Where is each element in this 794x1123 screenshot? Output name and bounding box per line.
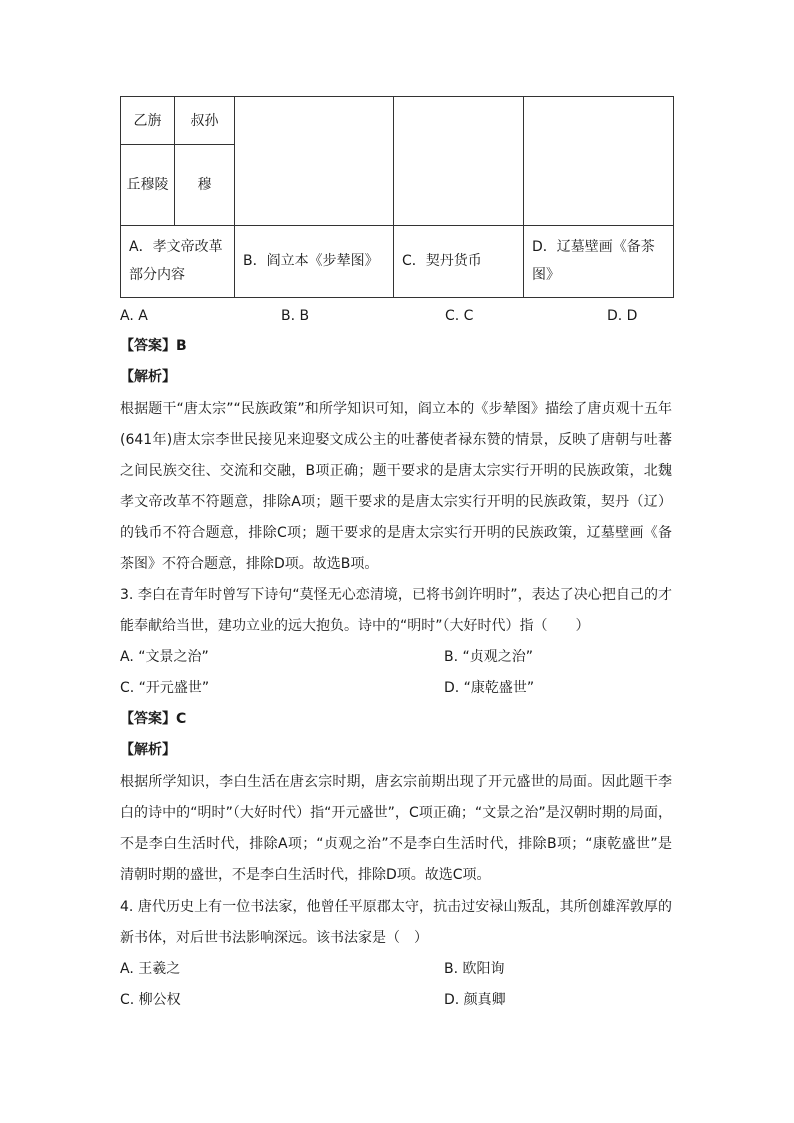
table-cell-r1c1: 乙旃 [121, 97, 175, 145]
label-a: A．孝文帝改革部分内容 [121, 225, 235, 297]
q3-options-row1 [120, 647, 680, 667]
q4-option-b: B. 欧阳询 [444, 961, 505, 977]
q4-options-row1 [120, 959, 680, 979]
q2-option-d: D. D [607, 308, 638, 324]
table-cell-r2c2: 穆 [175, 145, 235, 225]
image-cell-c [394, 97, 524, 226]
label-d: D．辽墓壁画《备茶图》 [524, 225, 674, 297]
q3-analysis-title: 【解析】 [120, 742, 176, 758]
q4-stem: 4. 唐代历史上有一位书法家，他曾任平原郡太守，抗击过安禄山叛乱，其所创雄浑敦厚的新书体，对后世书法影响深远。该书法家是（ ） [120, 899, 672, 946]
q3-options-row2 [120, 678, 680, 698]
image-cell-b [235, 97, 394, 226]
q3-option-c: C. “开元盛世” [120, 680, 210, 696]
q4-option-a: A. 王羲之 [120, 961, 181, 977]
q2-analysis-title: 【解析】 [120, 369, 176, 385]
q4-options-row2 [120, 990, 680, 1010]
table-cell-r1c2: 叔孙 [175, 97, 235, 145]
q2-answer: 【答案】B [120, 338, 187, 354]
table-cell-r2c1: 丘穆陵 [121, 145, 175, 225]
label-b: B．阎立本《步辇图》 [235, 225, 394, 297]
q2-option-a: A. A [120, 308, 148, 324]
options-table [120, 96, 674, 298]
q2-options [120, 306, 680, 326]
q3-option-d: D. “康乾盛世” [444, 680, 535, 696]
q3-answer: 【答案】C [120, 711, 187, 727]
q2-option-b: B. B [281, 308, 310, 324]
q4-option-d: D. 颜真卿 [444, 992, 506, 1008]
q3-option-a: A. “文景之治” [120, 649, 209, 665]
label-c: C．契丹货币 [394, 225, 524, 297]
q3-analysis: 根据所学知识，李白生活在唐玄宗时期，唐玄宗前期出现了开元盛世的局面。因此题干李白的诗中的“明时”（大好时代）指“开元盛世”，C项正确；“文景之治”是汉朝时期的局面，不是李白生活时代，排除A项；“贞观之治”不是李白生活时代，排除B项；“康乾盛世”是清朝时期的盛世，不是李白生活时代，排除D项。故选C项。 [120, 774, 672, 883]
q4-option-c: C. 柳公权 [120, 992, 181, 1008]
q2-option-c: C. C [445, 308, 474, 324]
q3-option-b: B. “贞观之治” [444, 649, 534, 665]
q3-stem: 3. 李白在青年时曾写下诗句“莫怪无心恋清境，已将书剑许明时”，表达了决心把自己的才能奉献给当世，建功立业的远大抱负。诗中的“明时”（大好时代）指（ ） [120, 587, 672, 634]
q2-analysis: 根据题干“唐太宗”“民族政策”和所学知识可知，阎立本的《步辇图》描绘了唐贞观十五年(641年)唐太宗李世民接见来迎娶文成公主的吐蕃使者禄东赞的情景，反映了唐朝与吐蕃之间民族交往、交流和交融，B项正确；题干要求的是唐太宗实行开明的民族政策，北魏孝文帝改革不符题意，排除A项；题干要求的是唐太宗实行开明的民族政策，契丹（辽）的钱币不符合题意，排除C项；题干要求的是唐太宗实行开明的民族政策，辽墓壁画《备茶图》不符合题意，排除D项。故选B项。 [120, 401, 672, 572]
image-cell-d [524, 97, 674, 226]
